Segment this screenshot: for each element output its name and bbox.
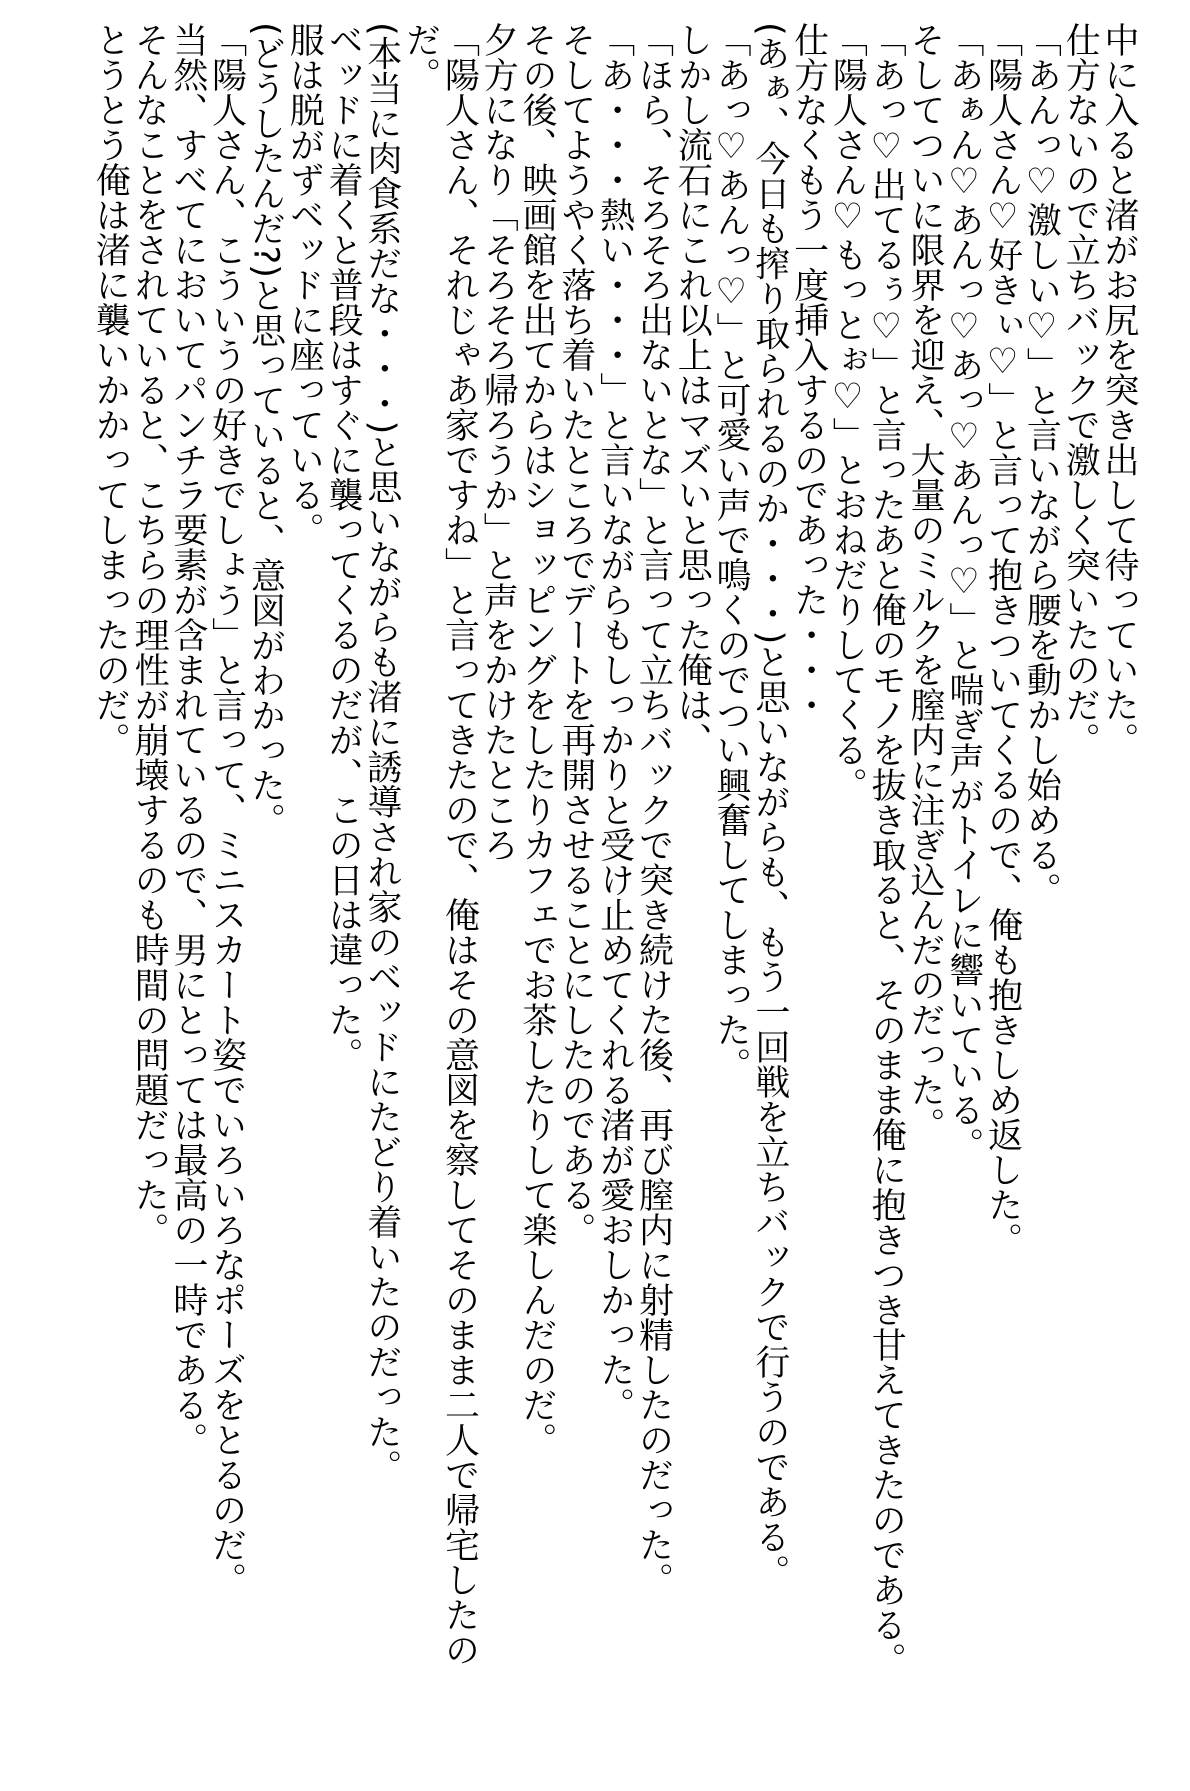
text-line: 「陽人さん♡もっとぉ♡」とおねだりしてくる。 — [827, 22, 868, 802]
text-line: 「あんっ♡激しい♡」と言いながら腰を動かし始める。 — [1021, 22, 1062, 907]
text-line: ベッドに着くと普段はすぐに襲ってくるのだが、この日は違った。 — [323, 22, 364, 1072]
text-line: とうとう俺は渚に襲いかかってしまったのだ。 — [90, 22, 131, 757]
text-line: しかし流石にこれ以上はマズいと思った俺は、 — [672, 22, 713, 757]
text-line: だ。 — [400, 22, 441, 92]
text-line: (本当に肉食系だな・・・)と思いながらも渚に誘導され家のベッドにたどり着いたのだった。 — [361, 22, 402, 1485]
text-line: 「あぁん♡あんっ♡あっ♡あんっ♡」と喘ぎ声がトイレに響いている。 — [943, 22, 984, 1162]
text-line: 夕方になり「そろそろ帰ろうか」と声をかけたところ — [478, 22, 519, 862]
text-line: そんなことをされていると、こちらの理性が崩壊するのも時間の問題だった。 — [129, 22, 170, 1247]
text-line: (どうしたんだ?)と思っていると、意図がわかった。 — [245, 22, 286, 838]
text-line: そしてついに限界を迎え、大量のミルクを膣内に注ぎ込んだのだった。 — [905, 22, 946, 1142]
text-line: 中に入ると渚がお尻を突き出して待っていた。 — [1099, 22, 1139, 757]
text-line: 「あっ♡出てるぅ♡」と言ったあと俺のモノを抜き取ると、そのまま俺に抱きつき甘えてきたのである。 — [866, 22, 907, 1677]
text-line: 仕方ないので立ちバックで激しく突いたのだ。 — [1060, 22, 1101, 757]
text-line: 「陽人さん、それじゃあ家ですね」と言ってきたので、俺はその意図を察してそのまま二人で帰宅したの — [439, 22, 480, 1667]
novel-page-text — [90, 22, 1138, 1762]
text-line: 「陽人さん、こういうの好きでしょう」と言って、ミニスカート姿でいろいろなポーズをとるのだ。 — [206, 22, 247, 1597]
text-line: そしてようやく落ち着いたところでデートを再開させることにしたのである。 — [555, 22, 596, 1247]
text-line: 当然、すべてにおいてパンチラ要素が含まれているので、男にとっては最高の一時である。 — [167, 22, 208, 1457]
text-line: 「あ・・・熱い・・・」と言いながらもしっかりと受け止めてくれる渚が愛おしかった。 — [594, 22, 635, 1422]
text-line: 仕方なくもう一度挿入するのであった・・・ — [788, 22, 829, 722]
text-line: 「陽人さん♡好きぃ♡」と言って抱きついてくるので、俺も抱きしめ返した。 — [982, 22, 1023, 1257]
text-line: 「ほら、そろそろ出ないとな」と言って立ちバックで突き続けた後、再び膣内に射精したのだった。 — [633, 22, 674, 1597]
text-line: その後、映画館を出てからはショッピングをしたりカフェでお茶したりして楽しんだのだ。 — [517, 22, 558, 1457]
text-line: 「あっ♡あんっ♡」と可愛い声で鳴くのでつい興奮してしまった。 — [711, 22, 752, 1082]
text-line: (あぁ、今日も搾り取られるのか・・・)と思いながらも、もう一回戦を立ちバックで行うのである。 — [749, 22, 790, 1590]
text-line: 服は脱がずベッドに座っている。 — [284, 22, 325, 547]
